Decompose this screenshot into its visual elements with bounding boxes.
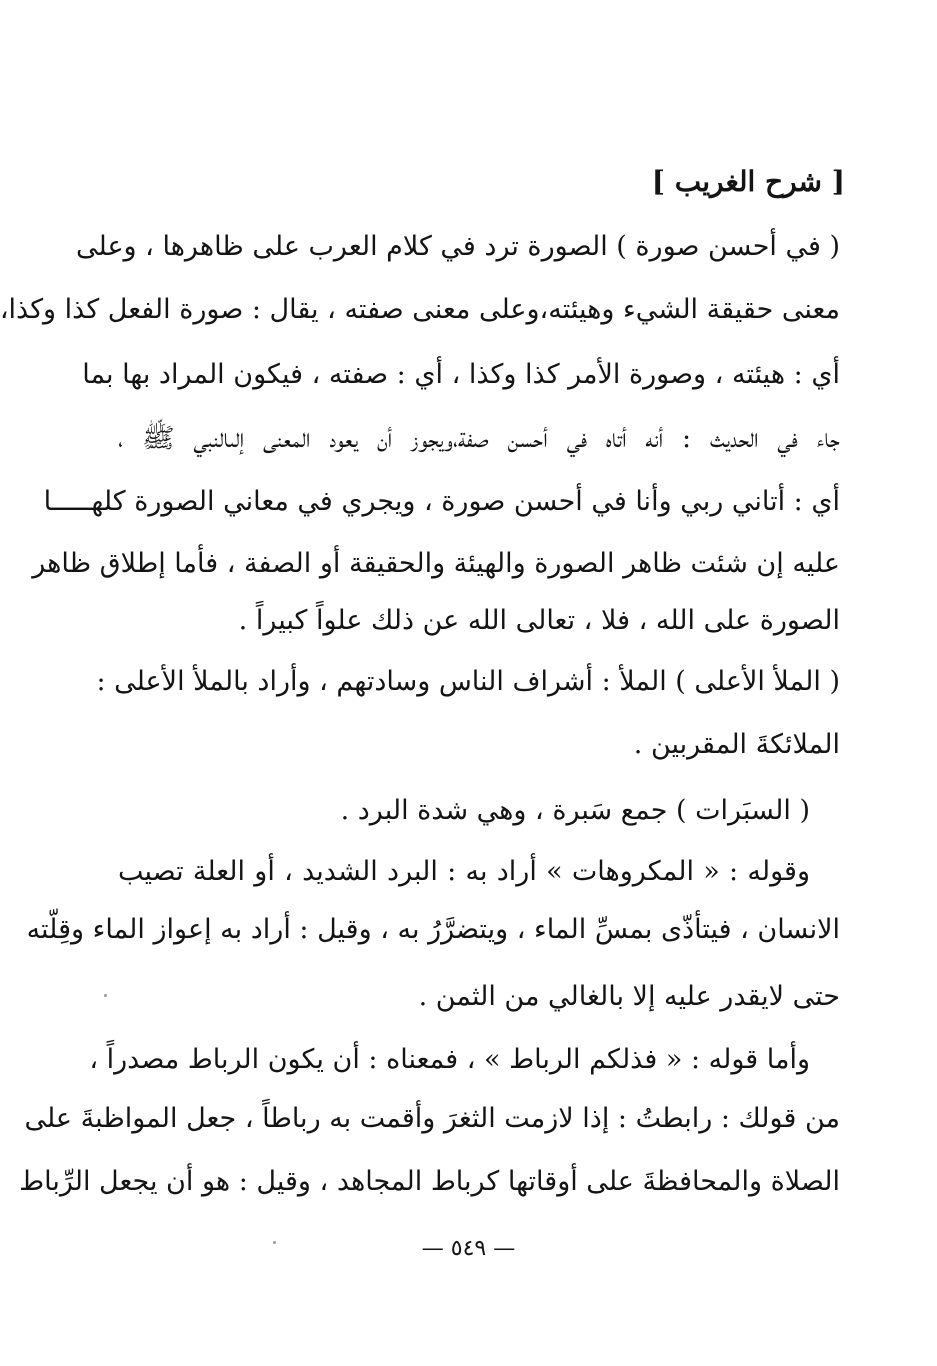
text-line-5: أي : أتاني ربي وأنا في أحسن صورة ، ويجري في معاني الصورة كلهـــــا: [43, 486, 840, 517]
text-line-11: وقوله : « المكروهات » أراد به : البرد الشديد ، أو العلة تصيب: [118, 856, 810, 887]
text-line-4: جاء في الحديث : أنه أتاه في أحسن صفة،ويجوز أن يعود المعنى إلىالنبي ﷺ ،: [118, 423, 840, 454]
scan-speck: [104, 994, 107, 997]
text-line-12: الانسان ، فيتأذّى بمسِّ الماء ، ويتضرَّرُ به ، وقيل : أراد به إعواز الماء وقِلّته: [26, 914, 840, 945]
text-line-14: وأما قوله : « فذلكم الرباط » ، فمعناه : أن يكون الرباط مصدراً ،: [89, 1044, 810, 1075]
text-line-2: معنى حقيقة الشيء وهيئته،وعلى معنى صفته ، يقال : صورة الفعل كذا وكذا،: [0, 294, 840, 325]
section-heading: [ شرح الغريب ]: [651, 165, 845, 198]
scan-speck: [273, 1241, 276, 1244]
text-line-15: من قولك : رابطتُ : إذا لازمت الثغرَ وأقمت به رباطاً ، جعل المواظبةَ على: [24, 1103, 840, 1134]
text-line-3: أي : هيئته ، وصورة الأمر كذا وكذا ، أي : صفته ، فيكون المراد بها بما: [82, 359, 840, 390]
text-line-8: ( الملأ الأعلى ) الملأ : أشراف الناس وسادتهم ، وأراد بالملأ الأعلى :: [96, 666, 840, 697]
text-line-16: الصلاة والمحافظةَ على أوقاتها كرباط المجاهد ، وقيل : هو أن يجعل الرِّباط: [19, 1166, 840, 1197]
text-line-7: الصورة على الله ، فلا ، تعالى الله عن ذلك علواً كبيراً .: [238, 605, 840, 636]
page-number: — ٥٤٩ —: [421, 1236, 516, 1261]
text-line-10: ( السبَرات ) جمع سَبرة ، وهي شدة البرد .: [340, 795, 810, 826]
text-line-9: الملائكةَ المقربين .: [633, 729, 840, 760]
text-line-1: ( في أحسن صورة ) الصورة ترد في كلام العرب على ظاهرها ، وعلى: [76, 231, 840, 262]
text-line-13: حتى لايقدر عليه إلا بالغالي من الثمن .: [418, 981, 840, 1012]
text-line-6: عليه إن شئت ظاهر الصورة والهيئة والحقيقة أو الصفة ، فأما إطلاق ظاهر: [32, 548, 840, 579]
